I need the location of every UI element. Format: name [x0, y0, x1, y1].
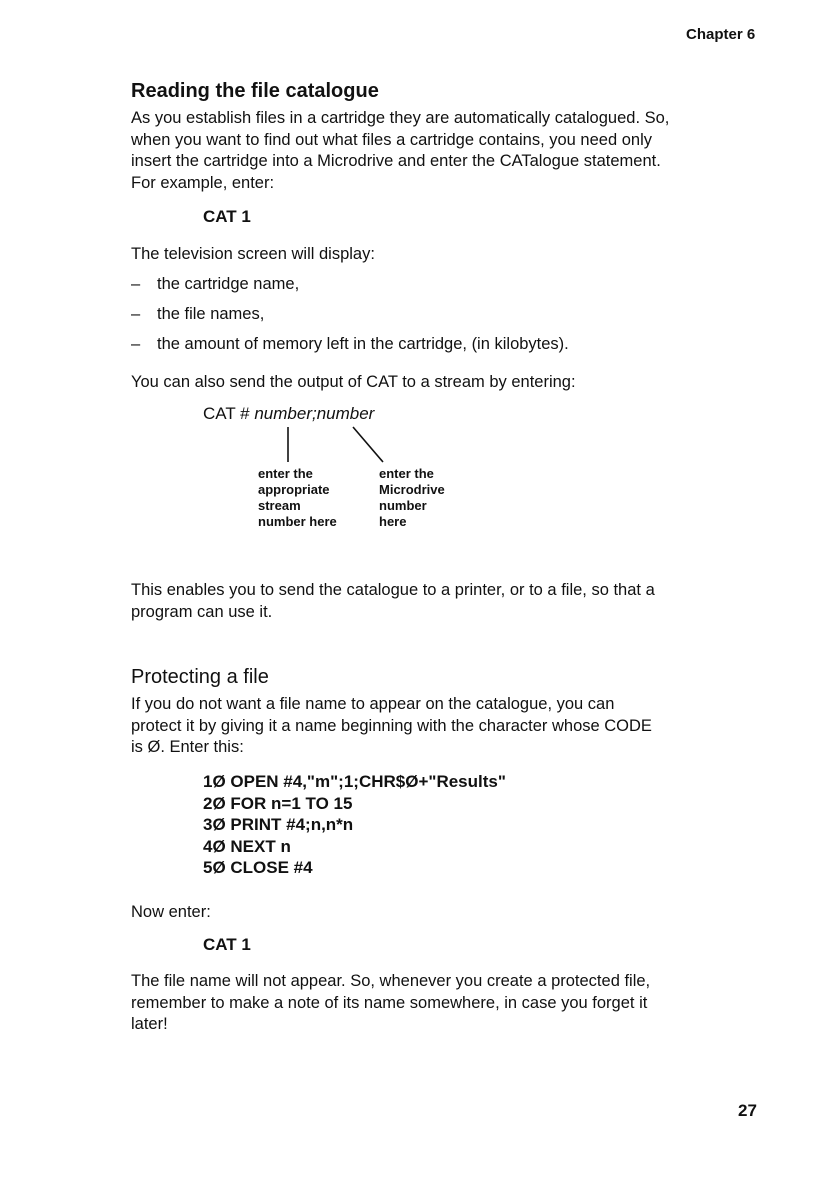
annotation-line: stream	[258, 498, 301, 513]
annotation-line: number	[379, 498, 427, 513]
annotation-microdrive	[379, 466, 445, 530]
protected-file-paragraph	[131, 971, 650, 1036]
arrow-microdrive	[353, 427, 383, 462]
page-number: 27	[738, 1101, 757, 1120]
text-line: For example, enter:	[131, 173, 275, 192]
now-enter: Now enter:	[131, 903, 211, 921]
section-title-protecting: Protecting a file	[131, 666, 269, 688]
text-line: protect it by giving it a name beginning with the character whose CODE	[131, 716, 652, 735]
stream-intro: You can also send the output of CAT to a stream by entering:	[131, 373, 576, 391]
display-intro: The television screen will display:	[131, 245, 375, 263]
program-listing	[203, 771, 506, 879]
list-item: – the cartridge name,	[131, 275, 300, 293]
annotation-line: here	[379, 514, 407, 529]
list-item: – the amount of memory left in the cartridge, (in kilobytes).	[131, 335, 569, 353]
annotation-line: enter the	[258, 466, 313, 481]
list-item-text: the file names,	[157, 305, 265, 323]
section-title-reading: Reading the file catalogue	[131, 80, 379, 102]
program-line: 1Ø OPEN #4,"m";1;CHR$Ø+"Results"	[203, 772, 506, 791]
reading-paragraph	[131, 108, 669, 194]
annotation-line: appropriate	[258, 482, 330, 497]
program-line: 3Ø PRINT #4;n,n*n	[203, 815, 354, 834]
program-line: 4Ø NEXT n	[203, 836, 291, 856]
program-line: 2Ø FOR n=1 TO 15	[203, 793, 353, 813]
annotation-line: enter the	[379, 466, 434, 481]
text-line: when you want to find out what files a cartridge contains, you need only	[131, 130, 652, 149]
text-line: This enables you to send the catalogue to a printer, or to a file, so that a	[131, 581, 655, 599]
cat-syntax	[203, 403, 374, 425]
annotation-arrows	[280, 424, 390, 468]
text-line: As you establish files in a cartridge they are automatically catalogued. So,	[131, 109, 670, 127]
list-item-text: the amount of memory left in the cartridge, (in kilobytes).	[157, 335, 569, 353]
text-line: is Ø. Enter this:	[131, 738, 244, 756]
text-line: later!	[131, 1015, 168, 1033]
list-item-text: the cartridge name,	[157, 275, 300, 293]
syntax-params: number;number	[254, 404, 375, 423]
text-line: The file name will not appear. So, whenever you create a protected file,	[131, 972, 651, 990]
list-item: – the file names,	[131, 305, 265, 323]
code-cat-1-second: CAT 1	[203, 935, 251, 954]
text-line: program can use it.	[131, 602, 273, 621]
text-line: If you do not want a file name to appear on the catalogue, you can	[131, 695, 615, 713]
annotation-line: Microdrive	[379, 482, 445, 497]
annotation-line: number here	[258, 514, 337, 529]
chapter-header: Chapter 6	[686, 26, 756, 43]
program-line: 5Ø CLOSE #4	[203, 858, 313, 877]
syntax-prefix: CAT #	[203, 404, 255, 423]
annotation-stream	[258, 466, 337, 530]
code-cat-1: CAT 1	[203, 207, 251, 226]
catalogue-output-paragraph	[131, 580, 655, 623]
text-line: insert the cartridge into a Microdrive and enter the CATalogue statement.	[131, 152, 661, 170]
text-line: remember to make a note of its name somewhere, in case you forget it	[131, 993, 648, 1012]
protecting-paragraph	[131, 694, 652, 759]
